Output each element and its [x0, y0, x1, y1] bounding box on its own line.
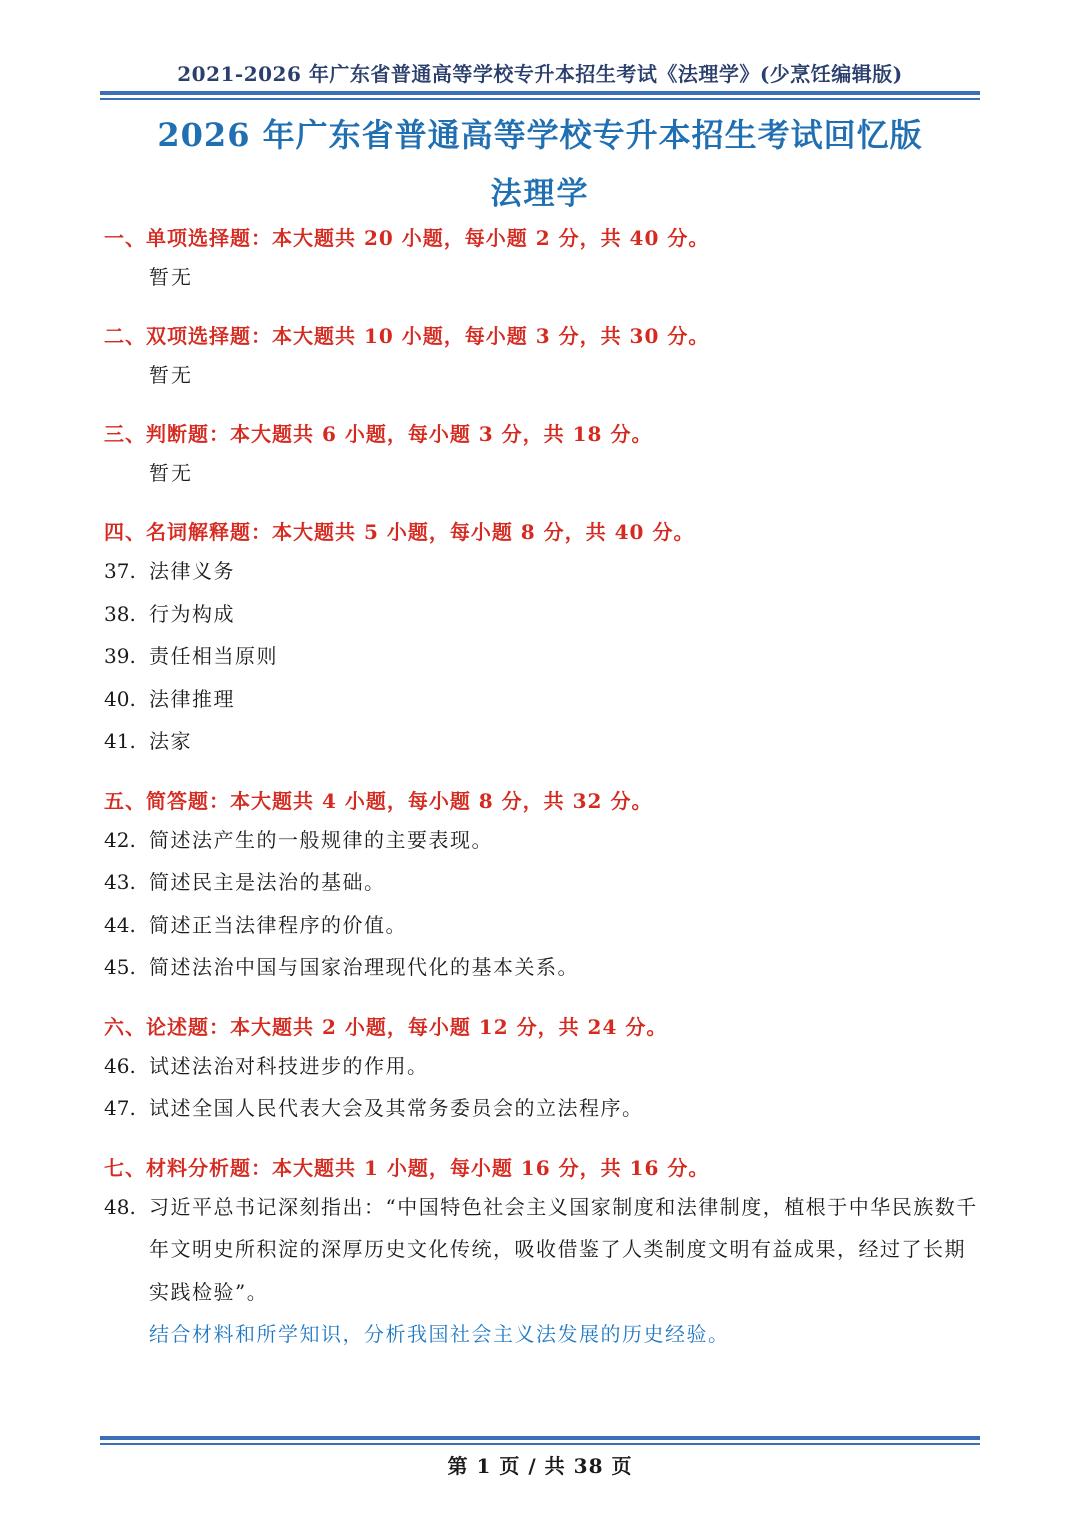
question-number: 42. [104, 827, 136, 852]
analysis-task: 结合材料和所学知识，分析我国社会主义法发展的历史经验。 [149, 1322, 730, 1346]
page-label-prefix: 第 [447, 1454, 469, 1478]
section-heading-term-definition: 四、名词解释题：本大题共 5 小题，每小题 8 分，共 40 分。 [104, 520, 695, 544]
header-rule-thin [100, 98, 980, 100]
question-text: 简述正当法律程序的价值。 [149, 912, 407, 937]
question-text: 法家 [149, 729, 192, 753]
question-number: 37. [104, 559, 136, 583]
footer-rule-thick [100, 1436, 980, 1440]
footer-rule-thin [100, 1443, 980, 1445]
question-number: 41. [104, 729, 136, 753]
question-item [104, 819, 980, 862]
question-item [104, 635, 980, 678]
section-heading-double-choice: 二、双项选择题：本大题共 10 小题，每小题 3 分，共 30 分。 [104, 324, 710, 348]
section-placeholder: 暂无 [149, 461, 193, 485]
total-pages: 38 [573, 1454, 604, 1478]
exam-content [104, 220, 980, 1355]
question-text: 法律推理 [149, 686, 235, 711]
question-number: 43. [104, 870, 136, 894]
question-text: 简述法治中国与国家治理现代化的基本关系。 [149, 955, 579, 979]
page-label-mid: 页 / 共 [499, 1454, 566, 1478]
question-item [104, 550, 980, 593]
header-rule-thick [100, 91, 980, 95]
question-number: 40. [104, 686, 136, 711]
question-text: 习近平总书记深刻指出：“中国特色社会主义国家制度和法律制度，植根于中华民族数千年文明史所积淀的深厚历史文化传统，吸收借鉴了人类制度文明有益成果，经过了长期实践检验”。 [149, 1194, 978, 1304]
question-item [104, 678, 980, 721]
question-text: 简述民主是法治的基础。 [149, 870, 386, 894]
section-heading-material-analysis: 七、材料分析题：本大题共 1 小题，每小题 16 分，共 16 分。 [104, 1155, 710, 1180]
question-text: 法律义务 [149, 559, 235, 583]
question-number: 46. [104, 1053, 136, 1078]
question-item [104, 1045, 980, 1088]
section-placeholder: 暂无 [149, 363, 193, 387]
document-title: 2026 年广东省普通高等学校专升本招生考试回忆版 [157, 116, 923, 154]
question-number: 45. [104, 955, 136, 979]
section-placeholder: 暂无 [149, 265, 193, 289]
question-number: 38. [104, 601, 136, 626]
running-header: 2021-2026 年广东省普通高等学校专升本招生考试《法理学》(少烹饪编辑版) [177, 62, 903, 86]
question-item [104, 593, 980, 636]
subject-title: 法理学 [490, 176, 590, 212]
page-number: 1 [476, 1454, 492, 1478]
question-item [104, 946, 980, 989]
question-number: 39. [104, 644, 136, 668]
question-item [104, 861, 980, 904]
question-text: 行为构成 [149, 601, 235, 626]
question-number: 48. [104, 1194, 136, 1219]
question-number: 47. [104, 1096, 136, 1120]
question-item [104, 1186, 980, 1314]
question-text: 责任相当原则 [149, 644, 278, 668]
question-item [104, 1087, 980, 1130]
page-footer [0, 1450, 1080, 1479]
section-heading-short-answer: 五、简答题：本大题共 4 小题，每小题 8 分，共 32 分。 [104, 788, 653, 813]
question-text: 试述全国人民代表大会及其常务委员会的立法程序。 [149, 1096, 644, 1120]
section-heading-single-choice: 一、单项选择题：本大题共 20 小题，每小题 2 分，共 40 分。 [104, 226, 710, 250]
section-heading-true-false: 三、判断题：本大题共 6 小题，每小题 3 分，共 18 分。 [104, 422, 653, 446]
question-text: 简述法产生的一般规律的主要表现。 [149, 827, 493, 852]
page-label-suffix: 页 [611, 1454, 633, 1478]
question-item [104, 904, 980, 947]
question-item [104, 720, 980, 763]
question-number: 44. [104, 912, 136, 937]
section-heading-essay: 六、论述题：本大题共 2 小题，每小题 12 分，共 24 分。 [104, 1014, 668, 1039]
question-text: 试述法治对科技进步的作用。 [149, 1053, 429, 1078]
